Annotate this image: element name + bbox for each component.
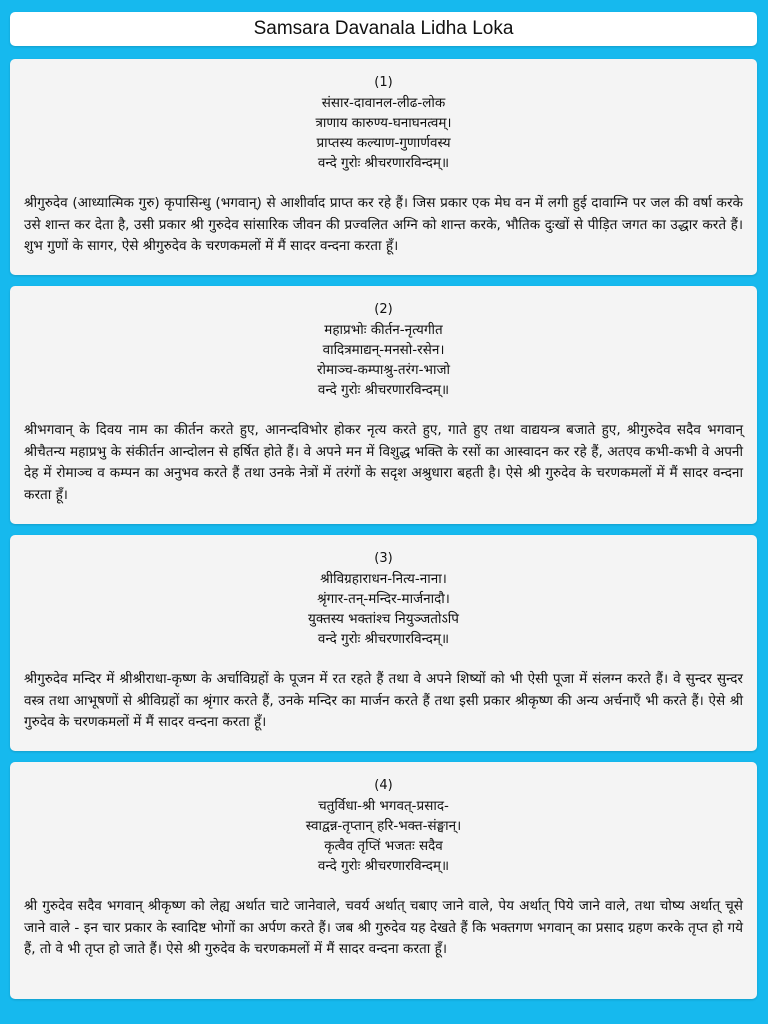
verse-block: [24, 776, 743, 876]
page-title-card: [10, 12, 757, 46]
verse-line: श्रीविग्रहाराधन-नित्य-नाना।: [320, 571, 447, 587]
verse-line: वन्दे गुरोः श्रीचरणारविन्दम्॥: [317, 631, 450, 647]
verse-line: स्वाद्वन्न-तृप्तान् हरि-भक्त-संङ्घान्।: [305, 818, 462, 834]
verse-line: संसार-दावानल-लीढ-लोक: [321, 95, 446, 111]
verse-number: (4): [374, 778, 393, 793]
verse-number: (2): [374, 302, 393, 317]
verse-line: वादित्रमाद्यन्-मनसो-रसेन।: [322, 342, 445, 358]
verse-line: रोमाञ्च-कम्पाश्रु-तरंग-भाजो: [316, 362, 451, 378]
verse-line: वन्दे गुरोः श्रीचरणारविन्दम्॥: [317, 858, 450, 874]
verse-line: कृत्वैव तृप्तिं भजतः सदैव: [324, 838, 443, 854]
verse-line: प्राप्तस्य कल्याण-गुणार्णवस्य: [316, 135, 451, 151]
verse-line: त्राणाय कारुण्य-घनाघनत्वम्।: [315, 115, 452, 131]
verse-block: [24, 300, 743, 400]
translation-text: श्रीगुरुदेव मन्दिर में श्रीश्रीराधा-कृष्ण के अर्चाविग्रहों के पूजन में रत रहते हैं तथा वे अपने शिष्यों को भी ऐसी पूजा में संलग्न करते हैं। वे सुन्दर सुन्दर वस्त्र तथा आभूषणों से श्रीविग्रहों का श्रृंगार करते हैं, उनके मन्दिर का मार्जन करते हैं तथा इसी प्रकार श्रीकृष्ण की अन्य अर्चनाएँ भी करते हैं। ऐसे श्री गुरुदेव के चरणकमलों में मैं सादर वन्दना करता हूँ।: [24, 671, 743, 730]
verse-line: युक्तस्य भक्तांश्च नियुञ्जतोऽपि: [308, 611, 459, 627]
verse-number: (1): [374, 75, 393, 90]
verse-line: वन्दे गुरोः श्रीचरणारविन्दम्॥: [317, 382, 450, 398]
verse-number: (3): [374, 551, 393, 566]
verse-line: श्रृंगार-तन्-मन्दिर-मार्जनादौ।: [317, 591, 450, 607]
verse-block: [24, 73, 743, 173]
verse-card-2: [10, 286, 757, 524]
verse-card-4: [10, 762, 757, 999]
translation-text: श्रीगुरुदेव (आध्यात्मिक गुरु) कृपासिन्धु (भगवान्) से आशीर्वाद प्राप्त कर रहे हैं। जिस प्रकार एक मेघ वन में लगी हुई दावाग्नि पर जल की वर्षा करके उसे शान्त कर देता है, उसी प्रकार श्री गुरुदेव सांसारिक जीवन की प्रज्वलित अग्नि को शान्त करके, भौतिक दुःखों से पीड़ित जगत का उद्धार करते हैं। शुभ गुणों के सागर, ऐसे श्रीगुरुदेव के चरणकमलों में मैं सादर वन्दना करता हूँ।: [24, 195, 743, 254]
translation-text: श्रीभगवान् के दिवय नाम का कीर्तन करते हुए, आनन्दविभोर होकर नृत्य करते हुए, गाते हुए तथा वाद्ययन्त्र बजाते हुए, श्रीगुरुदेव सदैव भगवान् श्रीचैतन्य महाप्रभु के संकीर्तन आन्दोलन से हर्षित होते हैं। वे अपने मन में विशुद्ध भक्ति के रसों का आस्वादन कर रहे हैं, अतएव कभी-कभी वे अपनी देह में रोमाञ्च व कम्पन का अनुभव करते हैं तथा उनके नेत्रों में तरंगों के सदृश अश्रुधारा बहती है। ऐसे श्री गुरुदेव के चरणकमलों में मैं सादर वन्दना करता हूँ।: [24, 422, 743, 503]
verse-line: महाप्रभोः कीर्तन-नृत्यगीत: [324, 322, 443, 338]
verse-card-1: [10, 59, 757, 275]
verse-line: वन्दे गुरोः श्रीचरणारविन्दम्॥: [317, 155, 450, 171]
page-title: Samsara Davanala Lidha Loka: [253, 18, 514, 39]
verse-block: [24, 549, 743, 649]
translation-text: श्री गुरुदेव सदैव भगवान् श्रीकृष्ण को लेह्य अर्थात चाटे जानेवाले, चवर्य अर्थात् चबाए जाने वाले, पेय अर्थात् पिये जाने वाले, तथा चोष्य अर्थात् चूसे जाने वाले - इन चार प्रकार के स्वादिष्ट भोगों का अर्पण करते हैं। जब श्री गुरुदेव यह देखते हैं कि भक्तगण भगवान् का प्रसाद ग्रहण करके तृप्त हो गये हैं, तो वे भी तृप्त हो जाते हैं। ऐसे श्री गुरुदेव के चरणकमलों में मैं सादर वन्दना करता हूँ।: [24, 898, 743, 957]
verse-line: चतुर्विधा-श्री भगवत्-प्रसाद-: [318, 798, 449, 814]
verse-card-3: [10, 535, 757, 751]
